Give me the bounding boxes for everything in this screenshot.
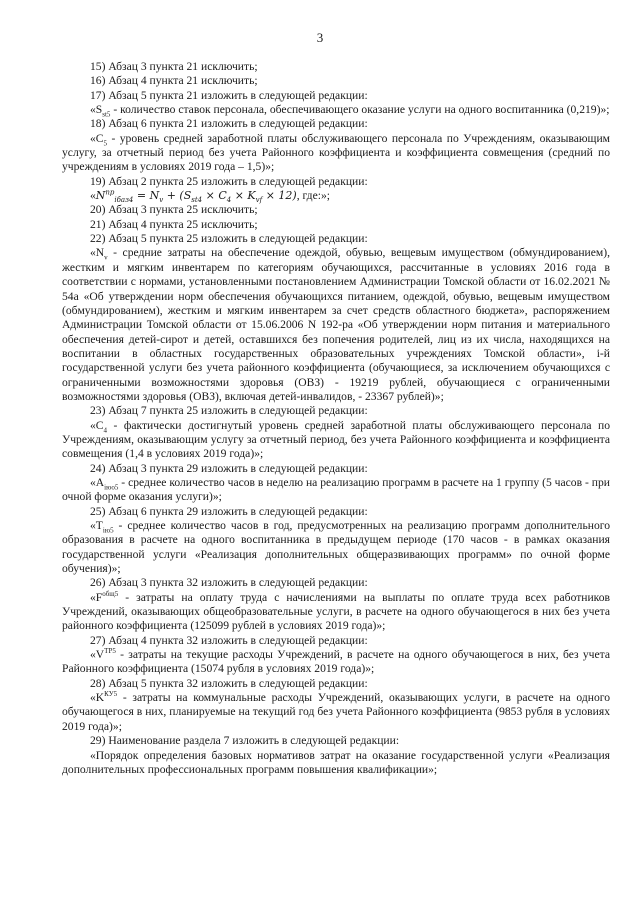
page-number: 3 [316, 30, 324, 45]
item-21: 21) Абзац 4 пункта 25 исключить; [90, 217, 258, 231]
item-27: 27) Абзац 4 пункта 32 изложить в следующей редакции: [90, 633, 368, 647]
item-17: 17) Абзац 5 пункта 21 изложить в следующей редакции: [90, 88, 368, 102]
item-29: 29) Наименование раздела 7 изложить в следующей редакции: [90, 734, 400, 748]
quote-23: «$C_4$ - фактически достигнутый уровень средней заработной платы обслуживающего персонала по Учреждениям, оказывающим услугу за отчетный период, без учета Районного коэффициента и коэффициента совмещения (1,4 в условиях 2019 года)»; [62, 418, 610, 461]
quote-27: «$V^{ТР5}$ - затраты на текущие расходы Учреждений, в расчете на одного обучающегося в них, без учета Районного коэффициента (15074 рубля в условиях 2019 года)»; [62, 647, 610, 676]
item-28: 28) Абзац 5 пункта 32 изложить в следующей редакции: [90, 676, 368, 690]
item-25: 25) Абзац 6 пункта 29 изложить в следующей редакции: [90, 504, 368, 518]
item-26: 26) Абзац 3 пункта 32 изложить в следующей редакции: [90, 576, 368, 590]
quote-28: «$K^{КУ5}$ - затраты на коммунальные расходы Учреждений, оказывающих услуги, в расчете на одного обучающегося в них, планируемые на текущий год без учета Районного коэффициента (9853 рубля в условиях 2019 года)»; [62, 690, 610, 733]
item-18: 18) Абзац 6 пункта 21 изложить в следующей редакции: [90, 117, 368, 131]
quote-24: «$A_{iюо5}$ - среднее количество часов в неделю на реализацию программ в расчете на 1 группу (5 часов - при очной форме оказания услуги)»; [62, 475, 610, 504]
item-19: 19) Абзац 2 пункта 25 изложить в следующей редакции: [90, 174, 368, 188]
quote-25: «$T_{iю5}$ - среднее количество часов в год, предусмотренных на реализацию программ дополнительного образования в расчете на одного воспитанника в предыдущем периоде (170 часов - в рамках оказания государственной услуги «Реализация дополнительных общеразвивающих программ» по очной форме обучения)»; [62, 519, 610, 576]
item-24: 24) Абзац 3 пункта 29 изложить в следующей редакции: [90, 461, 368, 475]
quote-29: «Порядок определения базовых нормативов затрат на оказание государственной услуги «Реализация дополнительных профессиональных программ повышения квалификации»; [62, 748, 610, 776]
item-20: 20) Абзац 3 пункта 25 исключить; [90, 203, 258, 217]
formula-19: «$N^{пр}_{iбаз4} = N_v + (S_{st4} \times C_4 \times K_{vf} \times 12)$, где:»; [90, 188, 330, 205]
document-body [62, 60, 610, 777]
quote-22: «$N_v$ - средние затраты на обеспечение одеждой, обувью, вещевым имуществом (обмундированием), жестким и мягким инвентарем по категориям обучающихся, рассчитанные в условиях 2016 года в соответствии с нормами, установленными постановлением Администрации Томской области от 16.02.2021 № 54а «Об утверждении норм обеспечения обучающихся питанием, одеждой, обувью, вещевым имуществом (обмундированием), жестким и мягким инвентарем за счет средств областного бюджета», распоряжением Администрации Томской области от 15.06.2006 N 192-ра «Об утверждении норм питания и материального обеспечения детей-сирот и детей, оставшихся без попечения родителей, лиц из их числа, находящихся на воспитании в областных государственных образовательных учреждениях Томской области», i-й государственной услуги без учета районного коэффициента (обучающиеся, за исключением обучающихся с ограниченными возможностями здоровья (ОВЗ) - 19219 рублей, обучающиеся с ограниченными возможностями здоровья (ОВЗ), включая детей-инвалидов, - 23367 рублей)»; [62, 246, 610, 403]
item-23: 23) Абзац 7 пункта 25 изложить в следующей редакции: [90, 404, 368, 418]
item-22: 22) Абзац 5 пункта 25 изложить в следующей редакции: [90, 232, 368, 246]
quote-17: «$S_{st5}$ - количество ставок персонала, обеспечивающего оказание услуги на одного воспитанника (0,219)»; [90, 103, 610, 119]
quote-26: «$F^{общ5}$ - затраты на оплату труда с начислениями на выплаты по оплате труда всех работников Учреждений, оказывающих общеобразовательные услуги, в расчете на одного обучающегося в них без учета районного коэффициента (125099 рублей в условиях 2019 года)»; [62, 589, 610, 633]
item-15: 15) Абзац 3 пункта 21 исключить; [90, 60, 258, 73]
item-16: 16) Абзац 4 пункта 21 исключить; [90, 74, 258, 88]
quote-18: «$C_5$ - уровень средней заработной платы обслуживающего персонала по Учреждениям, оказывающим услугу, за отчетный период без учета Районного коэффициента и коэффициента совмещения (средний по учреждениям в условиях 2019 года – 1,5)»; [62, 131, 610, 174]
